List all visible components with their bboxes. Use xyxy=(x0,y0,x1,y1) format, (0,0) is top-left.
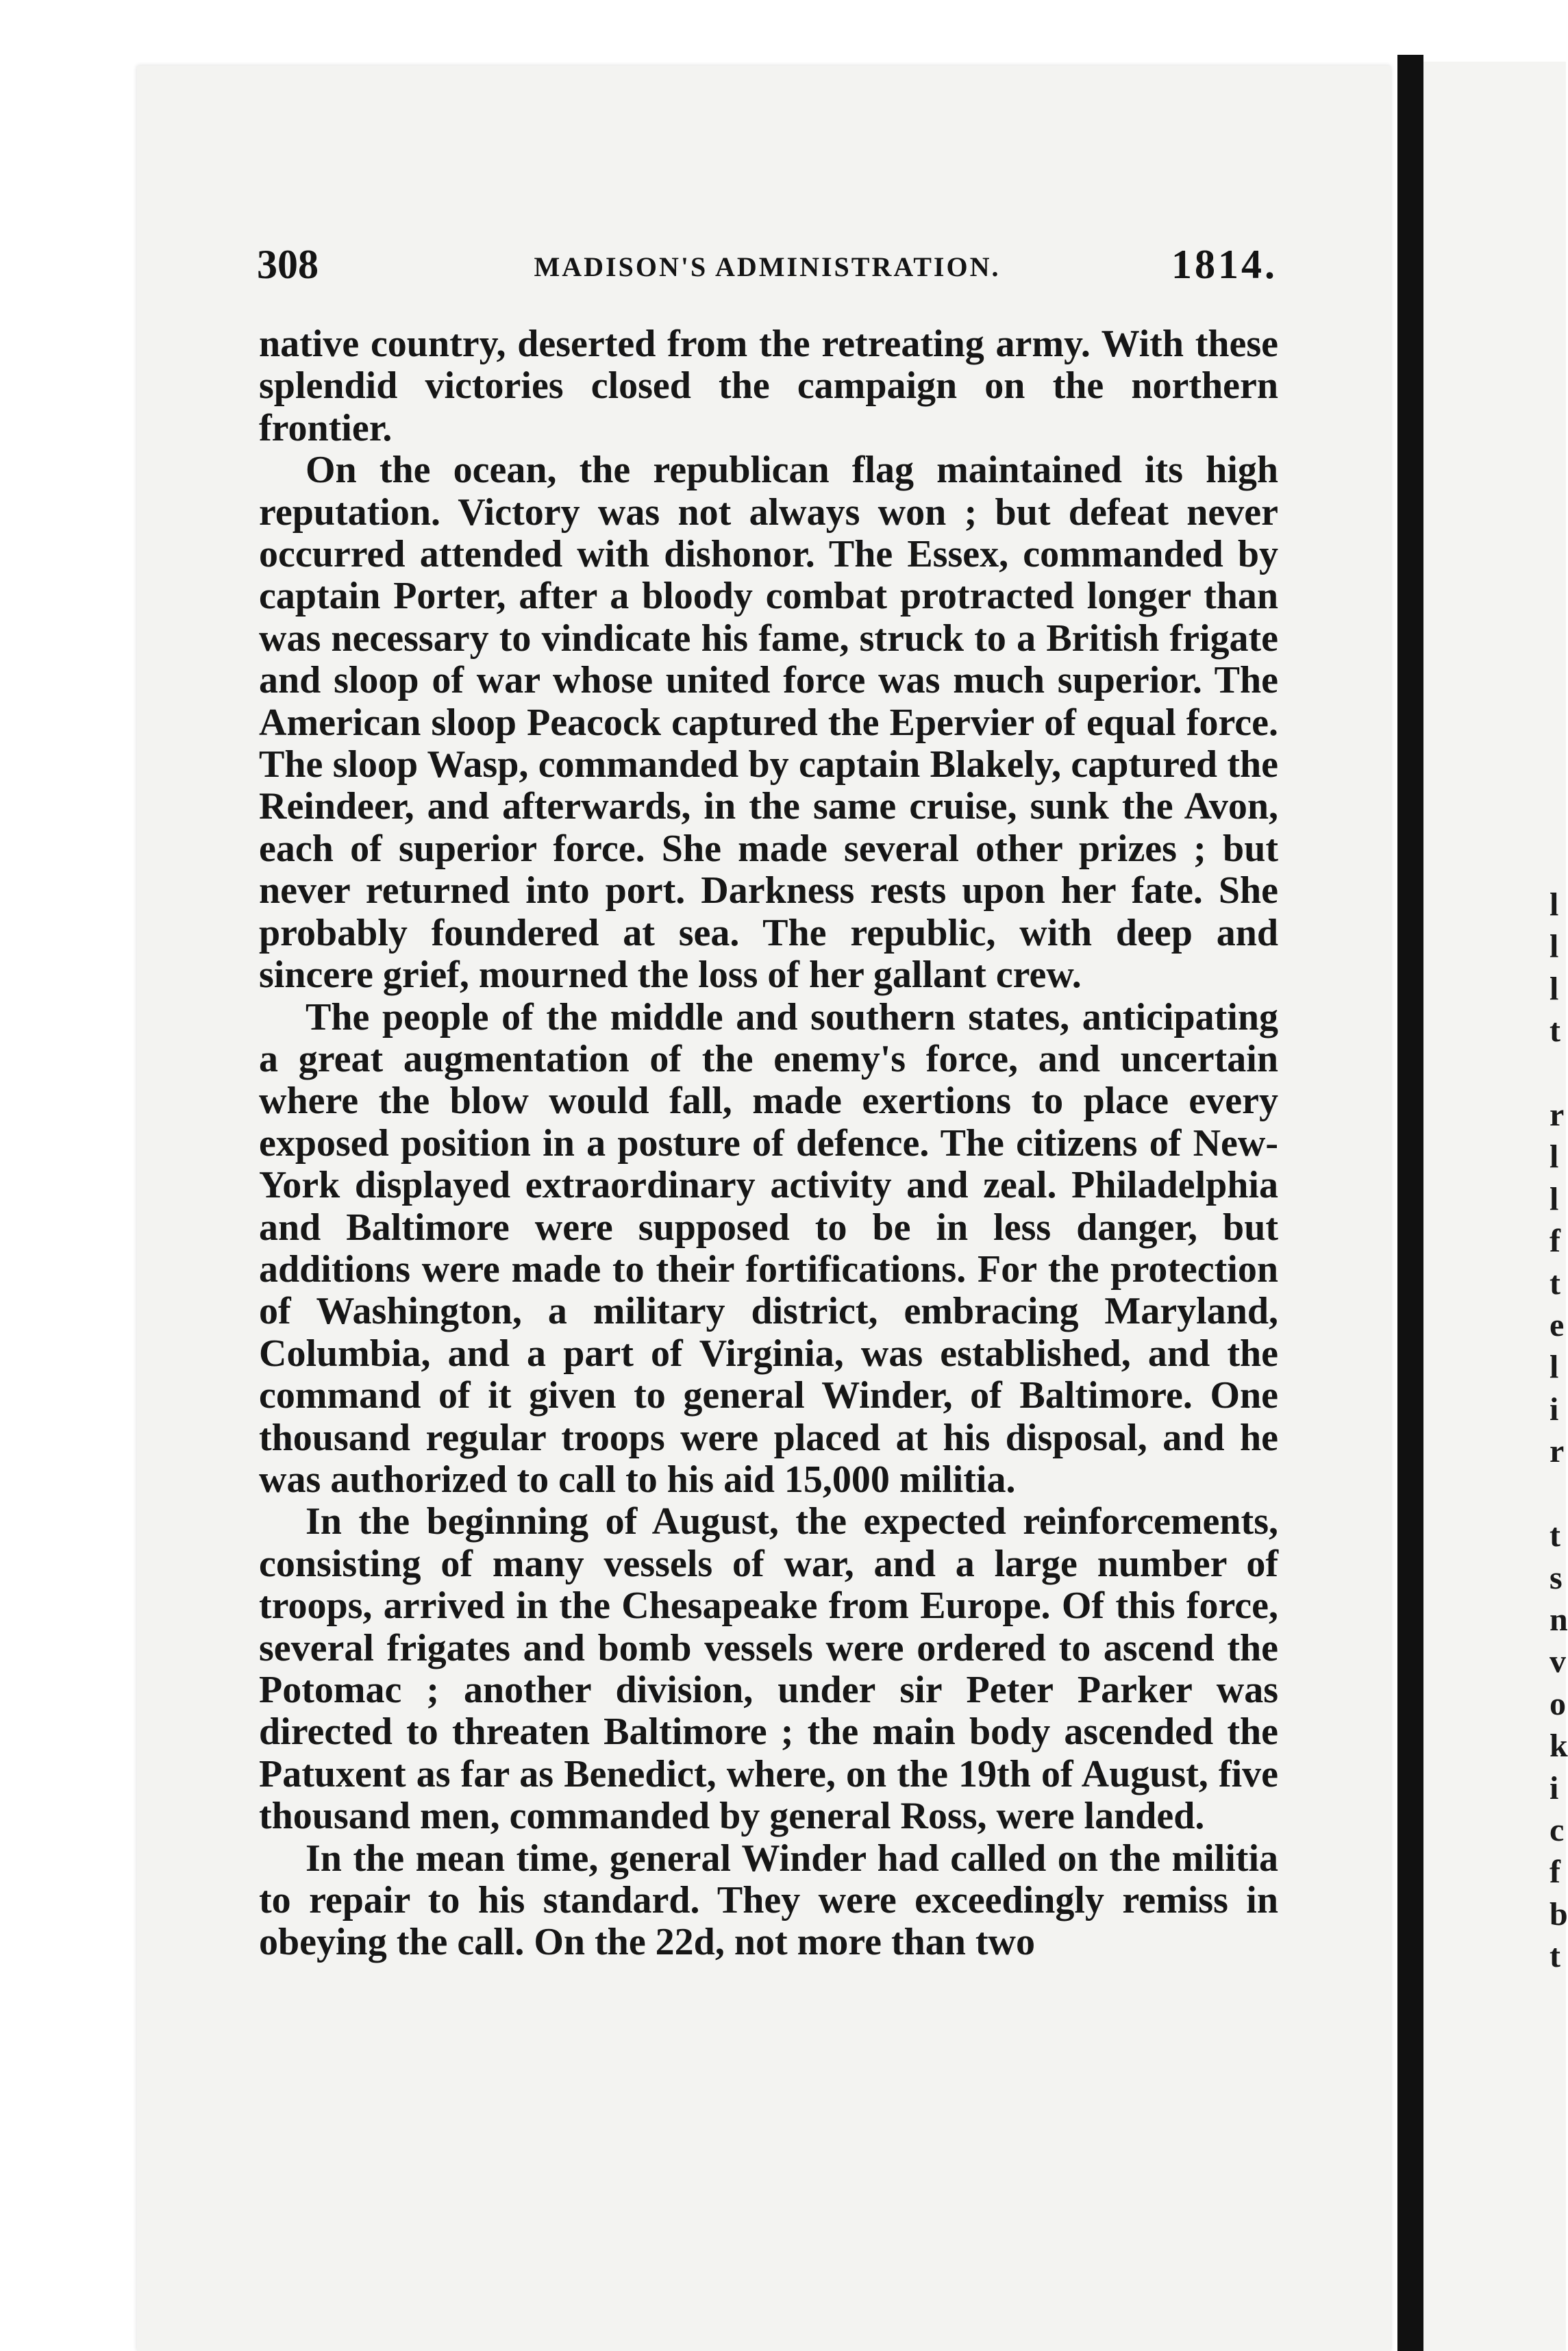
edge-letter: r xyxy=(1550,1433,1565,1470)
edge-letter: n xyxy=(1550,1601,1568,1638)
paragraph: In the beginning of August, the expected reinforcements, consisting of many vessels of war, and a large number of troops, arrived in the Chesapeake from Europe. Of this force, several frigates and bomb vessels were ordered to ascend the Potomac ; another division, under sir Peter Parker was directed to threaten Baltimore ; the main body ascended the Patuxent as far as Benedict, where, on the 19th of August, five thousand men, commanded by general Ross, were landed. xyxy=(259,1500,1278,1838)
running-title: MADISON'S ADMINISTRATION. xyxy=(534,251,1001,282)
edge-letter: t xyxy=(1550,1265,1560,1302)
edge-letter xyxy=(1550,1473,1566,1515)
edge-letter: c xyxy=(1550,1811,1565,1848)
edge-letter: i xyxy=(1550,1769,1559,1806)
body-text xyxy=(259,323,1278,1964)
edge-letter: o xyxy=(1550,1685,1566,1722)
paragraph: The people of the middle and southern states, anticipating a great augmentation of the enemy's force, and uncertain where the blow would fall, made exertions to place every exposed position in a posture of defence. The citizens of New-York displayed extraordinary activity and zeal. Philadelphia and Baltimore were supposed to be in less danger, but additions were made to their fortifications. For the protection of Washington, a military district, embracing Maryland, Columbia, and a part of Virginia, was established, and the command of it given to general Winder, of Baltimore. One thousand regular troops were placed at his disposal, and he was authorized to call to his aid 15,000 militia. xyxy=(259,995,1278,1501)
edge-letter: l xyxy=(1550,1139,1559,1176)
edge-letter: l xyxy=(1550,1349,1559,1386)
edge-letter xyxy=(1550,1052,1566,1094)
edge-letter: t xyxy=(1550,1517,1560,1554)
edge-letter: e xyxy=(1550,1307,1565,1344)
facing-page-edge xyxy=(1423,62,1566,2351)
edge-letter: i xyxy=(1550,1391,1559,1428)
facing-page-letters xyxy=(1550,884,1566,1978)
edge-letter: l xyxy=(1550,886,1559,923)
edge-letter: b xyxy=(1550,1895,1568,1932)
edge-letter: r xyxy=(1550,1097,1565,1134)
paragraph: In the mean time, general Winder had called on the militia to repair to his standard. They were exceedingly remiss in obeying the call. On the 22d, not more than two xyxy=(259,1837,1278,1964)
edge-letter: l xyxy=(1550,1180,1559,1217)
edge-letter: s xyxy=(1550,1559,1563,1596)
edge-letter: l xyxy=(1550,970,1559,1007)
paragraph: native country, deserted from the retreating army. With these splendid victories closed the campaign on the northern frontier. xyxy=(259,323,1278,449)
edge-letter: t xyxy=(1550,1012,1560,1049)
edge-letter: v xyxy=(1550,1643,1566,1680)
edge-letter: t xyxy=(1550,1938,1560,1975)
edge-letter: f xyxy=(1550,1854,1560,1891)
header-year: 1814. xyxy=(1171,242,1278,287)
edge-letter: l xyxy=(1550,928,1559,965)
paragraph: On the ocean, the republican flag maintained its high reputation. Victory was not always won ; but defeat never occurred attended with dishonor. The Essex, commanded by captain Porter, after a bloody combat protracted longer than was necessary to vindicate his fame, struck to a British frigate and sloop of war whose united force was much superior. The American sloop Peacock captured the Epervier of equal force. The sloop Wasp, commanded by captain Blakely, captured the Reindeer, and afterwards, in the same cruise, sunk the Avon, each of superior force. She made several other prizes ; but never returned into port. Darkness rests upon her fate. She probably foundered at sea. The republic, with deep and sincere grief, mourned the loss of her gallant crew. xyxy=(259,449,1278,997)
book-gutter xyxy=(1397,55,1423,2351)
running-header xyxy=(257,241,1278,290)
edge-letter: f xyxy=(1550,1223,1560,1260)
page-number: 308 xyxy=(257,242,319,287)
edge-letter: k xyxy=(1550,1728,1568,1765)
